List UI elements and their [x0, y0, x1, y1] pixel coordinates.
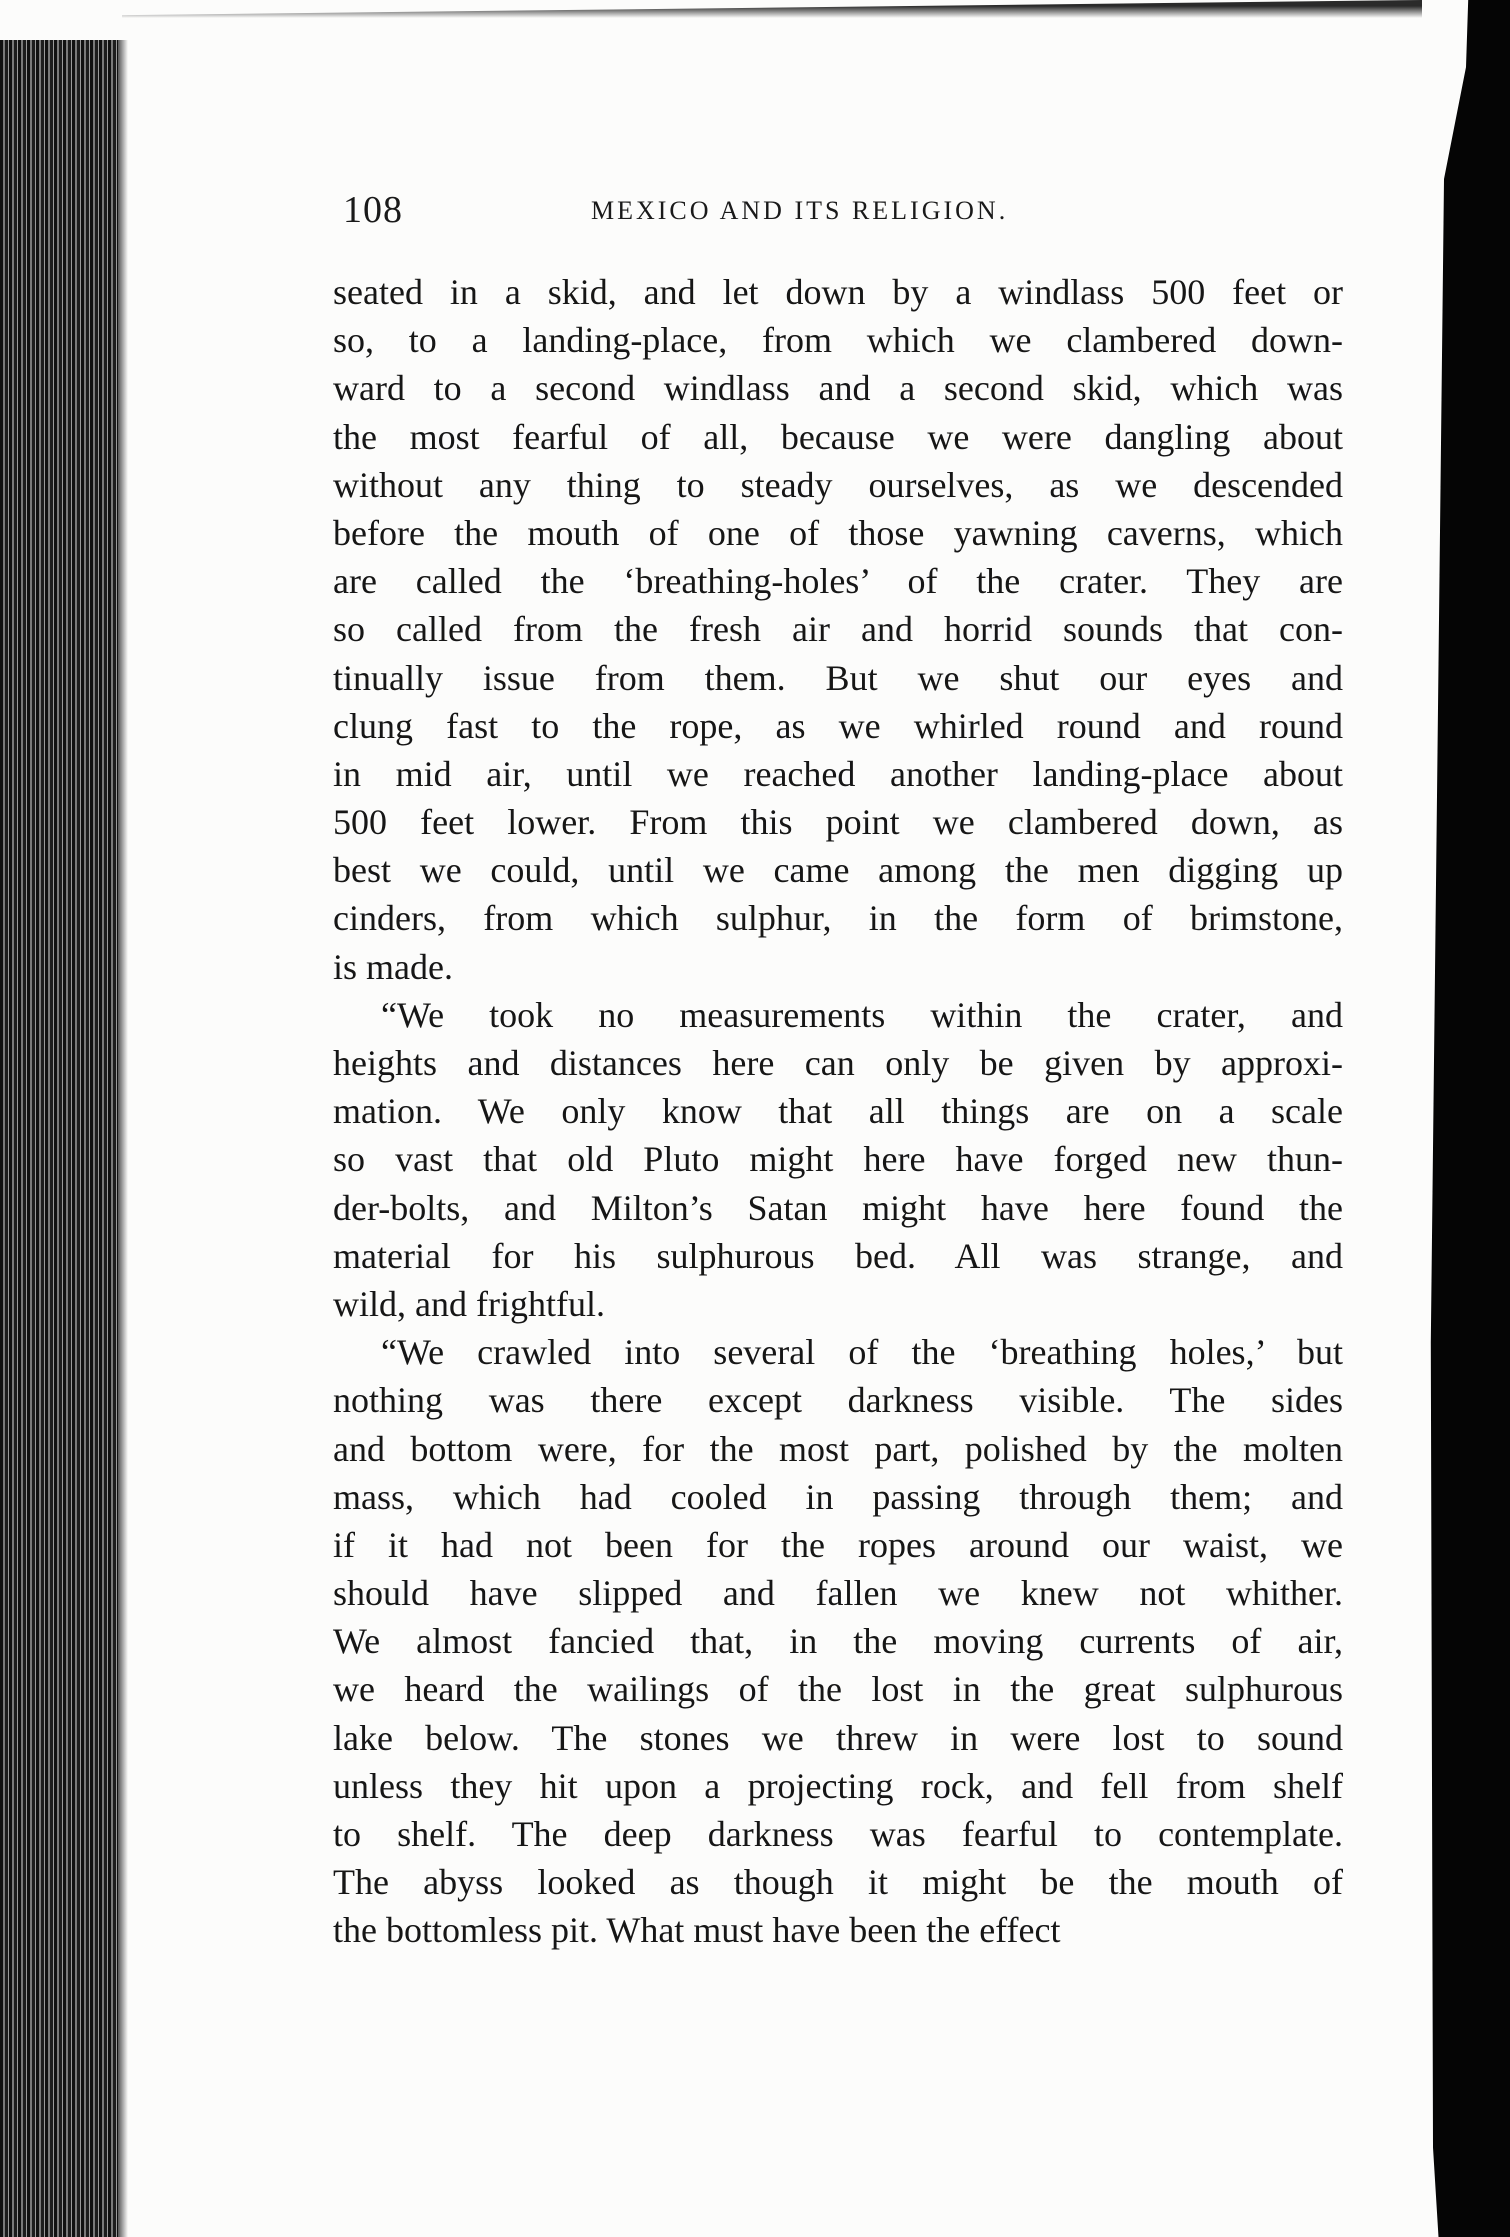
- text-line: we heard the wailings of the lost in the great sulphurous: [333, 1669, 1343, 1710]
- text-line: unless they hit upon a projecting rock, and fell from shelf: [333, 1765, 1343, 1806]
- text-line: if it had not been for the ropes around our waist, we: [333, 1524, 1343, 1565]
- text-line: so called from the fresh air and horrid sounds that con-: [333, 609, 1343, 650]
- text-line: cinders, from which sulphur, in the form of brimstone,: [333, 898, 1343, 939]
- page-top-edge: [122, 0, 1422, 38]
- text-line: The abyss looked as though it might be the mouth of: [333, 1862, 1343, 1903]
- text-line: 500 feet lower. From this point we clambered down, as: [333, 802, 1343, 843]
- running-title: MEXICO AND ITS RELIGION.: [591, 196, 1009, 225]
- text-line: is made.: [333, 946, 453, 987]
- page-header: [343, 188, 1343, 238]
- text-line: should have slipped and fallen we knew not whither.: [333, 1573, 1343, 1614]
- text-line: without any thing to steady ourselves, as we descended: [333, 464, 1343, 505]
- text-line: are called the ‘breathing-holes’ of the crater. They are: [333, 561, 1343, 602]
- text-line: “We took no measurements within the crater, and: [381, 994, 1343, 1035]
- page-number: 108: [343, 189, 403, 231]
- text-line: seated in a skid, and let down by a windlass 500 feet or: [333, 272, 1343, 312]
- text-line: wild, and frightful.: [333, 1283, 605, 1324]
- text-line: heights and distances here can only be given by approxi-: [333, 1043, 1343, 1083]
- text-line: mation. We only know that all things are on a scale: [333, 1091, 1343, 1132]
- body-text: [333, 268, 1343, 1955]
- text-line: nothing was there except darkness visible. The sides: [333, 1380, 1343, 1421]
- text-line: der-bolts, and Milton’s Satan might have here found the: [333, 1187, 1343, 1228]
- text-line: and bottom were, for the most part, polished by the molten: [333, 1428, 1343, 1469]
- text-line: mass, which had cooled in passing through them; and: [333, 1476, 1343, 1517]
- text-line: so, to a landing-place, from which we clambered down-: [333, 320, 1343, 361]
- text-line: clung fast to the rope, as we whirled round and round: [333, 705, 1343, 746]
- text-line: in mid air, until we reached another landing-place about: [333, 753, 1343, 794]
- text-line: “We crawled into several of the ‘breathing holes,’ but: [381, 1332, 1343, 1373]
- text-line: to shelf. The deep darkness was fearful to contemplate.: [333, 1814, 1343, 1854]
- text-line: We almost fancied that, in the moving currents of air,: [333, 1621, 1343, 1662]
- binding-shadow: [118, 40, 128, 2237]
- text-line: before the mouth of one of those yawning caverns, which: [333, 512, 1343, 553]
- text-line: so vast that old Pluto might here have forged new thun-: [333, 1139, 1343, 1180]
- text-line: material for his sulphurous bed. All was strange, and: [333, 1235, 1343, 1276]
- page-right-edge: [1400, 0, 1510, 2237]
- book-binding: [0, 40, 122, 2237]
- text-line: best we could, until we came among the men digging up: [333, 850, 1343, 891]
- text-line: tinually issue from them. But we shut our eyes and: [333, 657, 1343, 698]
- text-line: the bottomless pit. What must have been the effect: [333, 1910, 1061, 1951]
- text-line: lake below. The stones we threw in were lost to sound: [333, 1717, 1343, 1758]
- text-line: ward to a second windlass and a second skid, which was: [333, 368, 1343, 409]
- text-line: the most fearful of all, because we were dangling about: [333, 416, 1343, 457]
